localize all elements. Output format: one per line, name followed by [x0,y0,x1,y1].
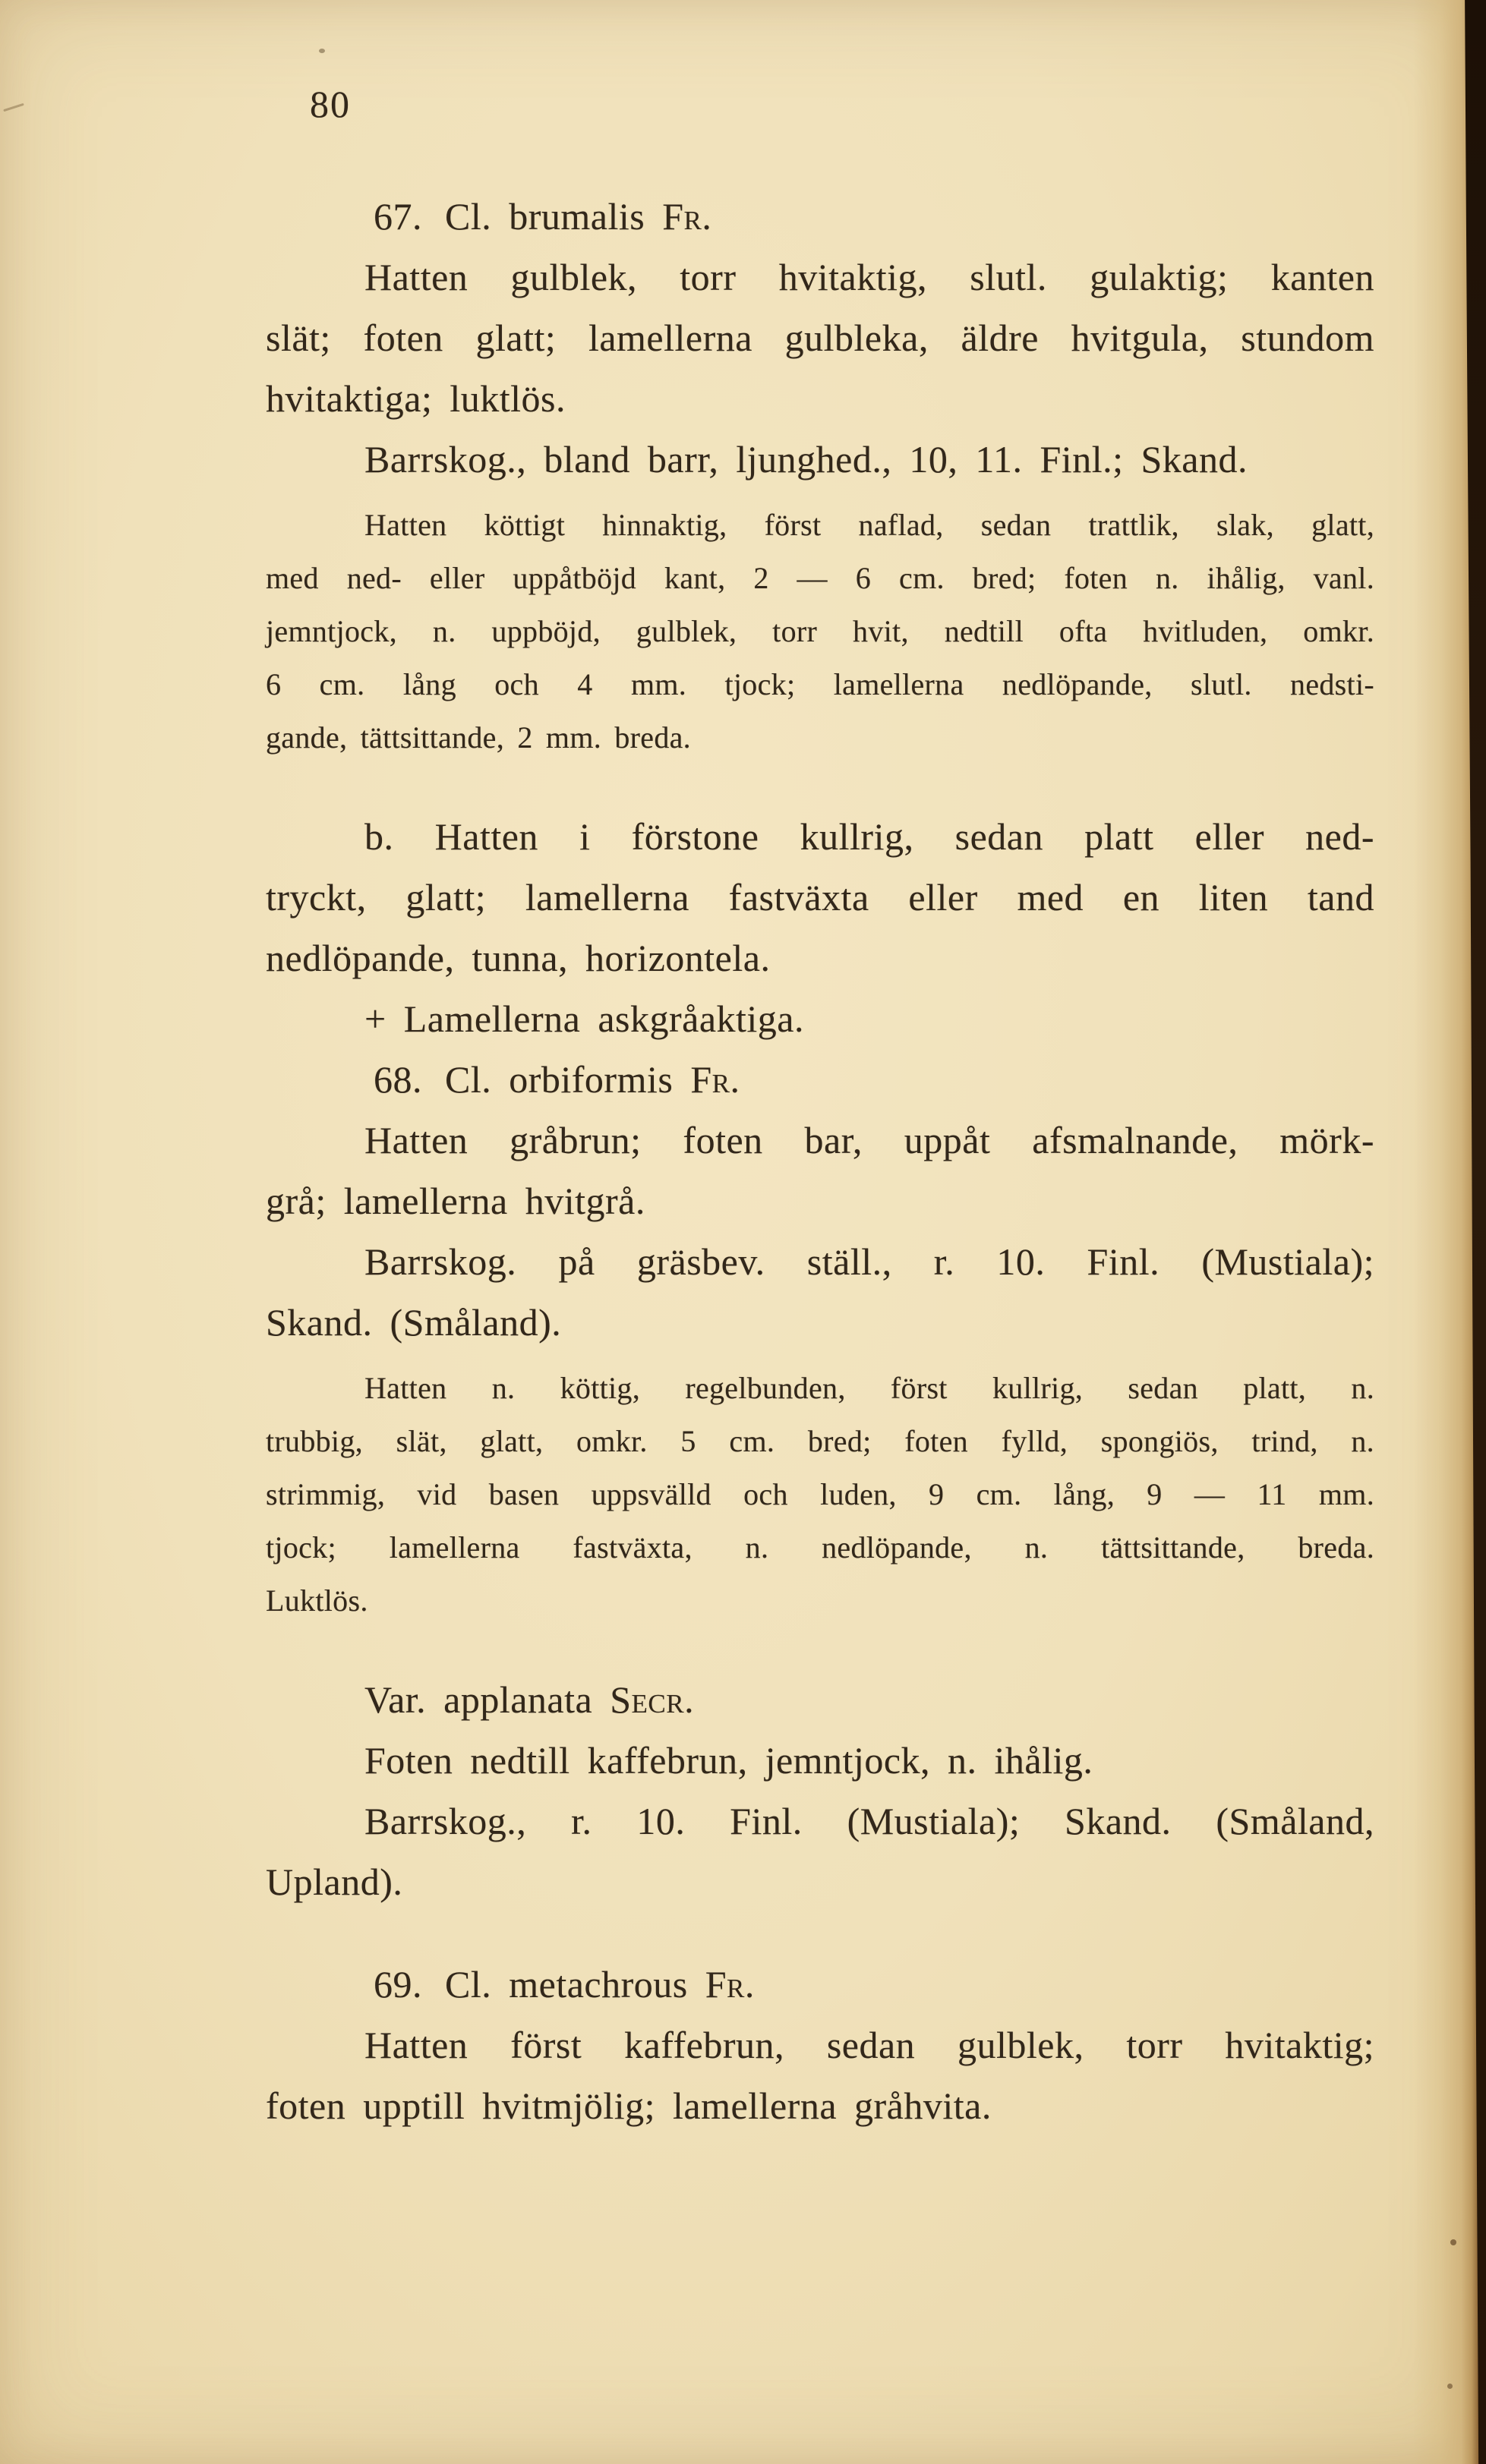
text-line: Skand. (Småland). [266,1301,562,1344]
page-number: 80 [310,83,351,125]
paragraph [266,806,1374,988]
text-line: Luktlös. [266,1583,368,1618]
variety-name: Var. applanata [364,1678,610,1721]
text-line: jemntjock, n. uppböjd, gulblek, torr hvit, nedtill ofta hvitluden, omkr. [266,614,1374,648]
heading-line [266,186,1374,247]
paragraph [266,247,1374,429]
edge-speck [1447,2384,1453,2389]
text-line: slät; foten glatt; lamellerna gulbleka, äldre hvitgula, stundom [266,317,1374,359]
heading-line [266,1049,1374,1110]
species-heading [266,1049,1374,1110]
text-line: Foten nedtill kaffebrun, jemntjock, n. ihålig. [364,1739,1093,1782]
text-line: gande, tättsittande, 2 mm. breda. [266,720,691,755]
text-line: trubbig, slät, glatt, omkr. 5 cm. bred; foten fylld, spongiös, trind, n. [266,1424,1374,1458]
text-line: b. Hatten i förstone kullrig, sedan platt eller ned- [364,815,1374,858]
text-line: strimmig, vid basen uppsvälld och luden, 9 cm. lång, 9 — 11 mm. [266,1477,1374,1511]
species-name: Cl. metachrous [445,1963,705,2006]
text-line: grå; lamellerna hvitgrå. [266,1180,645,1222]
author-abbreviation: Fr. [690,1058,740,1101]
text-line: Barrskog., r. 10. Finl. (Mustiala); Skand. (Småland, [364,1800,1374,1842]
text-line: tjock; lamellerna fastväxta, n. nedlöpande, n. tättsittande, breda. [266,1530,1374,1564]
text-line: hvitaktiga; luktlös. [266,377,566,420]
author-abbreviation: Fr. [705,1963,755,2006]
text-line: nedlöpande, tunna, horizontela. [266,937,771,979]
species-name: Cl. orbiformis [445,1058,691,1101]
text-line: med ned- eller uppåtböjd kant, 2 — 6 cm. bred; foten n. ihålig, vanl. [266,561,1374,595]
text-line: + Lamellerna askgråaktiga. [364,997,804,1040]
text-line: Barrskog. på gräsbev. ställ., r. 10. Finl. (Mustiala); [364,1240,1374,1283]
text-line: Hatten gråbrun; foten bar, uppåt afsmalnande, mörk- [364,1119,1374,1161]
text-line: Hatten först kaffebrun, sedan gulblek, torr hvitaktig; [364,2024,1374,2066]
text-line: Hatten köttigt hinnaktig, först naflad, sedan trattlik, slak, glatt, [364,508,1374,542]
text-line: Hatten n. köttig, regelbunden, först kullrig, sedan platt, n. [364,1371,1374,1405]
paragraph [266,499,1374,764]
paper-scratch [3,103,24,112]
species-number: 69. [374,1963,422,2006]
paragraph [266,1791,1374,1912]
species-heading [266,1954,1374,2015]
heading-line [266,1669,1374,1730]
text-line: tryckt, glatt; lamellerna fastväxta eller med en liten tand [266,876,1374,918]
paragraph [266,1362,1374,1627]
author-abbreviation: Fr. [662,195,712,238]
heading-line [266,1954,1374,2015]
paragraph [266,988,1374,1049]
text-line: Barrskog., bland barr, ljunghed., 10, 11. Finl.; Skand. [364,438,1248,481]
author-abbreviation: Secr. [610,1678,695,1721]
paragraph [266,1231,1374,1353]
text-line: foten upptill hvitmjölig; lamellerna gråhvita. [266,2084,992,2127]
ink-speck [319,49,325,53]
species-number: 68. [374,1058,422,1101]
species-name: Cl. brumalis [445,195,663,238]
species-number: 67. [374,195,422,238]
variety-heading [266,1669,1374,1730]
paragraph [266,1730,1374,1791]
text-line: Upland). [266,1861,403,1903]
edge-speck [1450,2239,1456,2245]
text-line: 6 cm. lång och 4 mm. tjock; lamellerna nedlöpande, slutl. nedsti- [266,667,1374,701]
text-line: Hatten gulblek, torr hvitaktig, slutl. gulaktig; kanten [364,256,1374,298]
paragraph [266,429,1374,490]
paragraph [266,1110,1374,1231]
paragraph [266,2015,1374,2136]
species-heading [266,186,1374,247]
text-column [266,186,1374,2136]
